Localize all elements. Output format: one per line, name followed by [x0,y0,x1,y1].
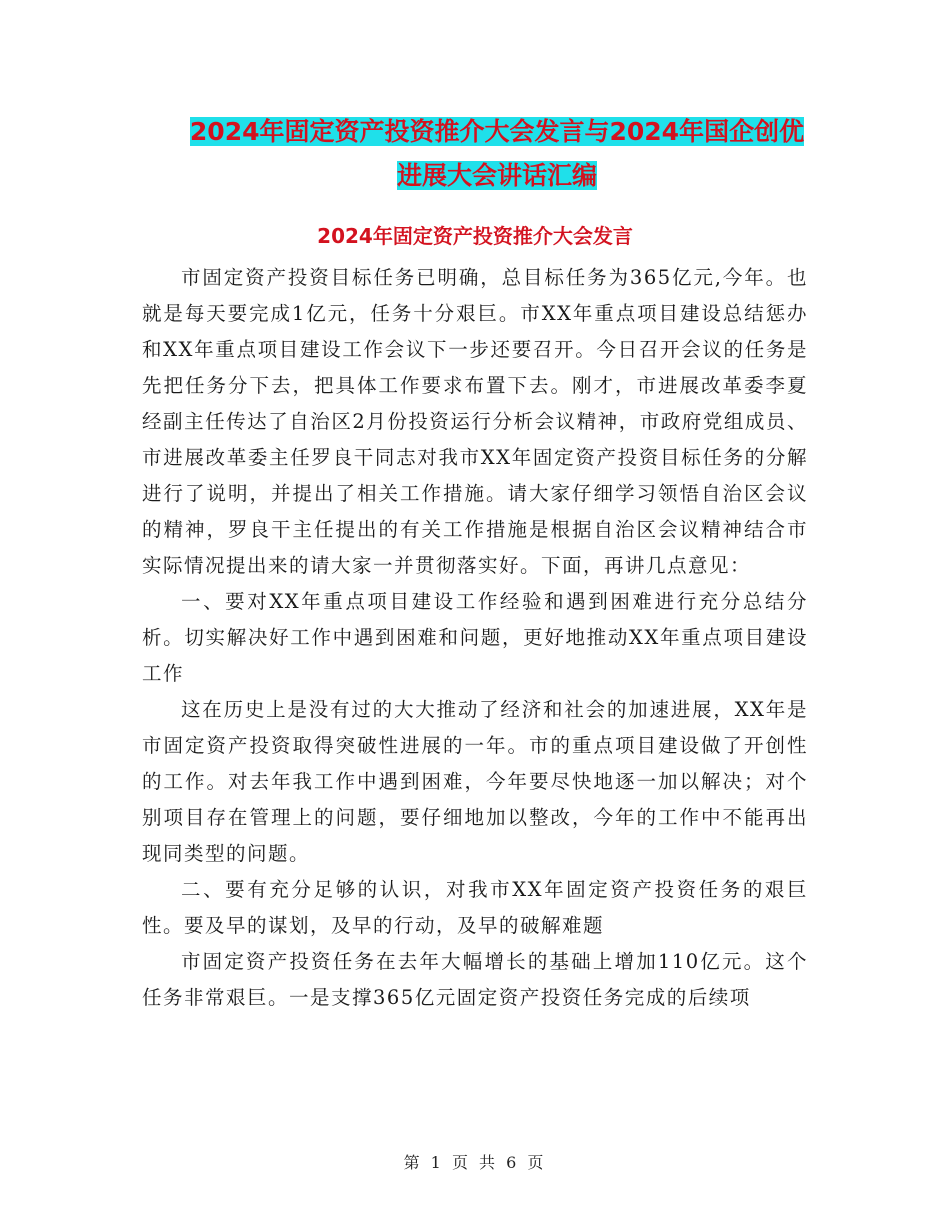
document-title [140,110,854,198]
paragraph: 市固定资产投资目标任务已明确，总目标任务为365亿元,今年。也就是每天要完成1亿元，任务十分艰巨。市XX年重点项目建设总结惩办和XX年重点项目建设工作会议下一步还要召开。今日召开会议的任务是先把任务分下去，把具体工作要求布置下去。刚才，市进展改革委李夏经副主任传达了自治区2月份投资运行分析会议精神，市政府党组成员、市进展改革委主任罗良干同志对我市XX年固定资产投资目标任务的分解进行了说明，并提出了相关工作措施。请大家仔细学习领悟自治区会议的精神，罗良干主任提出的有关工作措施是根据自治区会议精神结合市实际情况提出来的请大家一并贯彻落实好。下面，再讲几点意见： [142,266,808,577]
document-title-line-1: 2024年固定资产投资推介大会发言与2024年国企创优 [189,117,805,146]
section-title: 2024年固定资产投资推介大会发言 [317,224,633,248]
paragraph: 一、要对XX年重点项目建设工作经验和遇到困难进行充分总结分析。切实解决好工作中遇到困难和问题，更好地推动XX年重点项目建设工作 [142,590,808,685]
document-title-line-2: 进展大会讲话汇编 [396,161,597,190]
page-footer: 第 1 页 共 6 页 [403,1153,547,1172]
paragraph: 这在历史上是没有过的大大推动了经济和社会的加速进展，XX年是市固定资产投资取得突破性进展的一年。市的重点项目建设做了开创性的工作。对去年我工作中遇到困难，今年要尽快地逐一加以解决；对个别项目存在管理上的问题，要仔细地加以整改，今年的工作中不能再出现同类型的问题。 [142,698,808,865]
paragraph: 二、要有充分足够的认识，对我市XX年固定资产投资任务的艰巨性。要及早的谋划，及早的行动，及早的破解难题 [142,878,808,937]
document-body [142,260,808,1016]
paragraph: 市固定资产投资任务在去年大幅增长的基础上增加110亿元。这个任务非常艰巨。一是支撑365亿元固定资产投资任务完成的后续项 [142,950,808,1009]
